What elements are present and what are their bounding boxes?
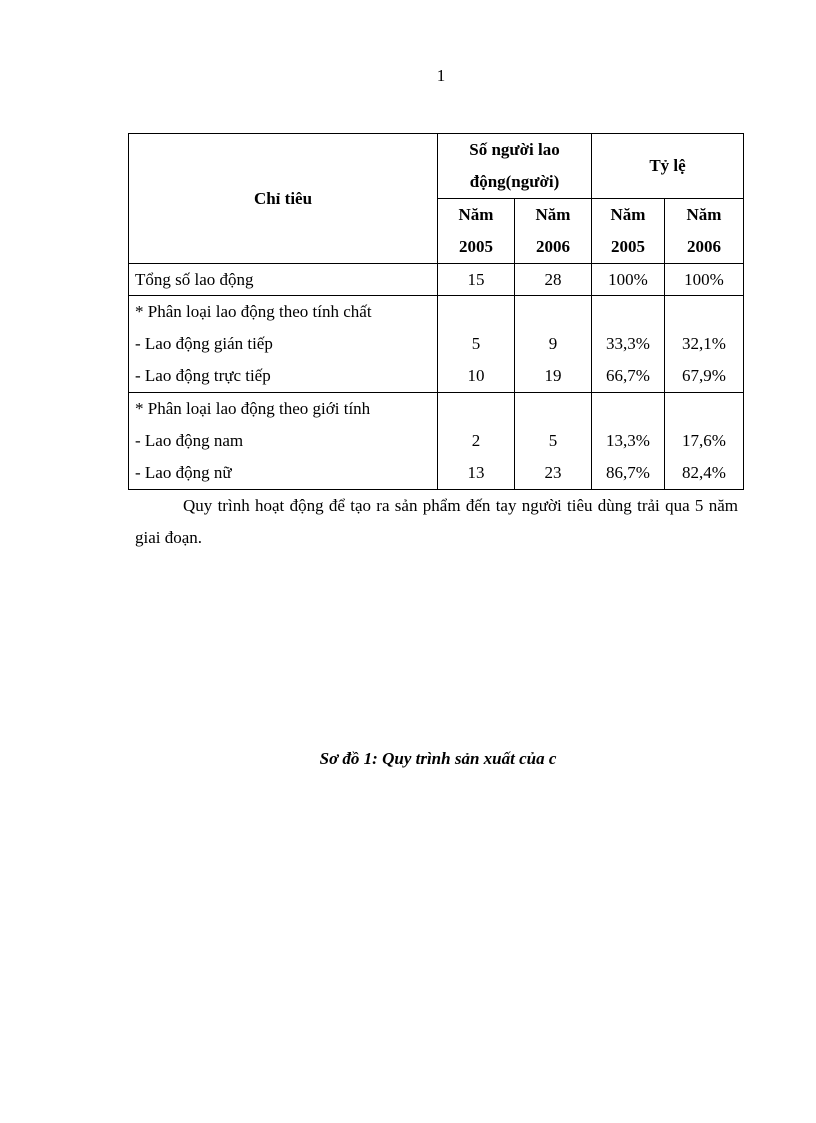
row-label: - Lao động nam xyxy=(135,431,244,450)
page-number: 1 xyxy=(436,66,446,85)
criteria-header: Chỉ tiêu xyxy=(129,134,438,264)
year-header: Năm 2005 xyxy=(592,199,665,264)
table-cell xyxy=(592,393,665,490)
table-cell xyxy=(515,296,592,393)
year-header: Năm 2005 xyxy=(438,199,515,264)
ratio-group-header: Tỷ lệ xyxy=(592,134,744,199)
cell-value: 13,3% xyxy=(606,431,650,450)
body-paragraph: Quy trình hoạt động để tạo ra sản phẩm đến tay người tiêu dùng trải qua 5 năm giai đoạn. xyxy=(135,496,738,547)
table-cell: 100% xyxy=(592,264,665,296)
table-cell xyxy=(438,296,515,393)
workers-group-header: Số người lao động(người) xyxy=(438,134,592,199)
table-row-group-nature xyxy=(129,296,744,393)
year-header: Năm 2006 xyxy=(665,199,744,264)
cell-value: 86,7% xyxy=(606,463,650,482)
cell-value: 5 xyxy=(548,431,558,450)
cell-value: 67,9% xyxy=(682,366,726,385)
table-cell xyxy=(438,393,515,490)
row-label: - Lao động nữ xyxy=(135,463,232,482)
table-row-total xyxy=(129,264,744,296)
row-label: Tổng số lao động xyxy=(129,264,438,296)
cell-value: 66,7% xyxy=(606,366,650,385)
group-title: * Phân loại lao động theo giới tính xyxy=(135,399,371,418)
cell-value: 2 xyxy=(471,431,481,450)
group-title: * Phân loại lao động theo tính chất xyxy=(135,302,372,321)
table-cell xyxy=(515,393,592,490)
table-cell: 15 xyxy=(438,264,515,296)
cell-value: 17,6% xyxy=(682,431,726,450)
year-header: Năm 2006 xyxy=(515,199,592,264)
cell-value: 13 xyxy=(467,463,485,482)
table-cell: 28 xyxy=(515,264,592,296)
labor-statistics-table xyxy=(128,133,744,490)
table-row-group-gender xyxy=(129,393,744,490)
cell-value: 10 xyxy=(467,366,485,385)
table-cell xyxy=(665,393,744,490)
group-labels xyxy=(129,296,438,393)
row-label: - Lao động trực tiếp xyxy=(135,366,271,385)
table-cell xyxy=(665,296,744,393)
row-label: - Lao động gián tiếp xyxy=(135,334,273,353)
group-labels xyxy=(129,393,438,490)
diagram-caption: Sơ đồ 1: Quy trình sản xuất của c xyxy=(319,749,557,768)
table-cell: 100% xyxy=(665,264,744,296)
cell-value: 32,1% xyxy=(682,334,726,353)
cell-value: 33,3% xyxy=(606,334,650,353)
cell-value: 23 xyxy=(544,463,562,482)
cell-value: 19 xyxy=(544,366,562,385)
cell-value: 9 xyxy=(548,334,558,353)
cell-value: 5 xyxy=(471,334,481,353)
table-cell xyxy=(592,296,665,393)
cell-value: 82,4% xyxy=(682,463,726,482)
